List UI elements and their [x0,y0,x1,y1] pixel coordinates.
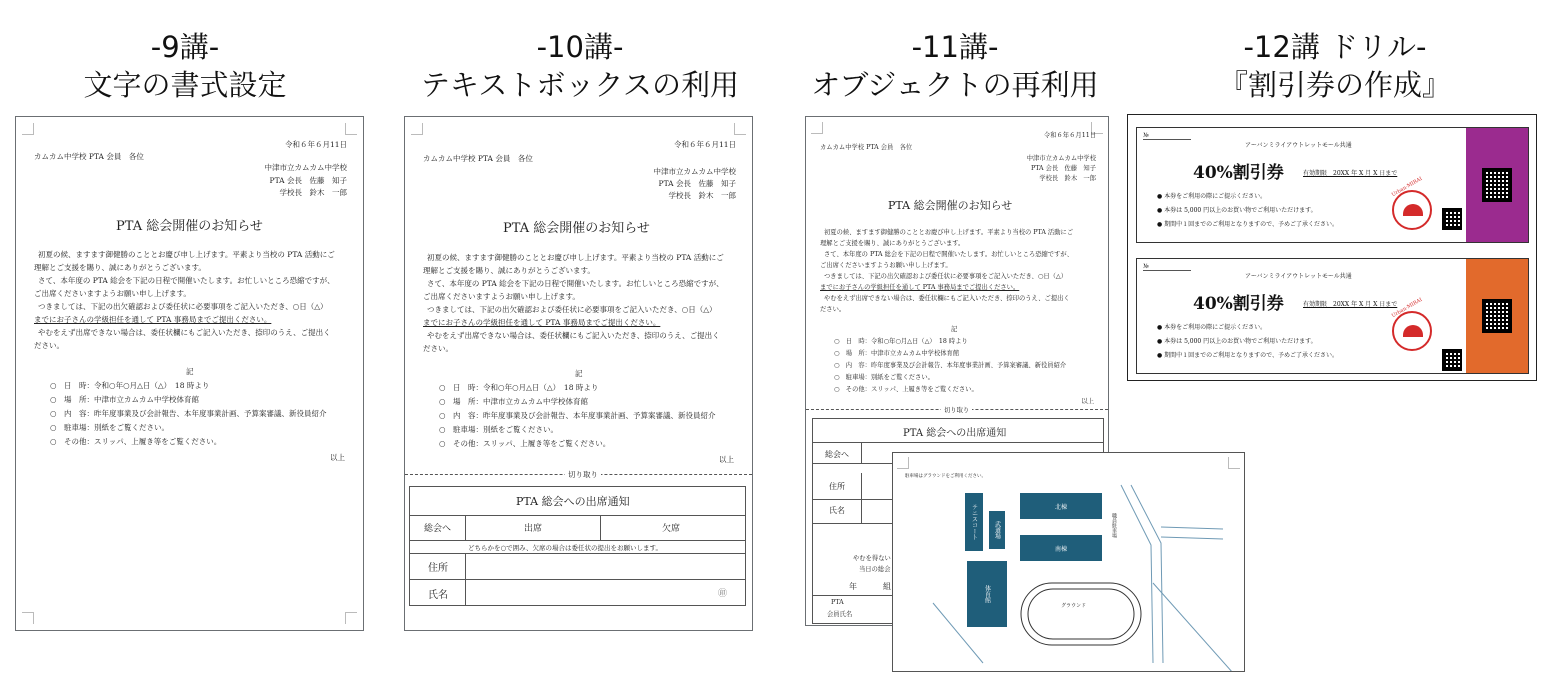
body-line: さて、本年度の PTA 総会を下記の日程で開催いたします。お忙しいところ恐縮ですが、 [824,251,1073,258]
road-lines [893,453,1245,672]
end-text: 以上 [1081,398,1094,405]
body-line: ご出席くださいますようお願い申し上げます。 [820,262,952,269]
list-item: ○ 場 所：中津市立カムカム中学校体育館 [50,395,200,404]
name-label: 氏名 [428,590,448,601]
body-line: ださい。 [34,341,64,350]
body-line: 理解とご支援を賜り、誠にありがとうございます。 [34,263,206,272]
coupon-bullet: ● 本券をご利用の際にご提示ください。 [1157,324,1267,331]
section-number: -10講- [536,30,624,64]
section-number: -11講- [911,30,999,64]
section-title-10 [400,28,760,104]
document-page-10 [404,116,753,631]
body-line: やむをえず出席できない場合は、委任状欄にもご記入いただき、捺印のうえ、ご提出く [824,295,1070,302]
end-text: 以上 [330,453,345,462]
body-line: 初夏の候、ますます御健勝のこととお慶び申し上げます。平素より当校の PTA 活動にご [427,253,724,262]
ki-label: 記 [186,367,194,376]
body-line: ご出席くださいますようお願い申し上げます。 [423,292,580,301]
stamp-logo [1390,175,1432,230]
coupon-bullet: ● 本券は 5,000 円以上のお買い物でご利用いただけます。 [1157,207,1317,214]
qr-code-small-icon [1442,208,1462,230]
list-item: ○ 日 時：令和○年○月△日（△） 18 時より [834,338,968,345]
year-label: 年 [849,582,857,591]
list-item: ○ その他：スリッパ、上履き等をご覧ください。 [50,437,222,446]
south-building [1020,535,1102,561]
attend-option: 出席 [524,524,543,534]
attendance-form [409,486,746,606]
form-title: PTA 総会への出席通知 [516,495,630,508]
tennis-court [965,493,983,551]
coupon-bullet-text: 本券は 5,000 円以上のお買い物でご利用いただけます。 [1164,338,1317,345]
name-label: 氏名 [829,506,845,515]
tennis-court-label: テニスコート [970,504,978,540]
gymnasium-label: 体育館 [983,585,991,603]
section-title-11 [795,28,1115,104]
section-heading: 文字の書式設定 [83,68,287,102]
coupon-headline: 40%割引券 [1193,163,1284,183]
sender-principal: 学校長 鈴木 一郎 [1039,175,1096,182]
body-line: までにお子さんの学級担任を通して PTA 事務局までご提出ください。 [820,284,1020,291]
list-item: ○ 日 時：令和○年○月△日（△） 18 時より [439,383,599,392]
coupon-headline: 40%割引券 [1193,294,1284,314]
pta-label: PTA [831,599,844,606]
qr-code-icon [1482,168,1512,202]
cut-label: 切り取り [941,405,972,414]
list-item: ○ 場 所：中津市立カムカム中学校体育館 [834,350,960,357]
list-item: ○ その他：スリッパ、上履き等をご覧ください。 [439,439,611,448]
document-page-9 [15,116,364,631]
coupon-bullet: ● 本券は 5,000 円以上のお買い物でご利用いただけます。 [1157,338,1317,345]
body-line: までにお子さんの学級担任を通して PTA 事務局までご提出ください。 [423,318,661,327]
coupon-number: № [1143,263,1191,271]
body-line: 初夏の候、ますます御健勝のこととお慶び申し上げます。平素より当校の PTA 活動にご [824,229,1074,236]
date-text: 令和６年６月11日 [284,140,347,149]
section-title-12 [1175,28,1495,104]
coupon-bullet-text: 本券をご利用の際にご提示ください。 [1164,324,1267,331]
list-item: ○ 内 容：昨年度事業及び会計報告、本年度事業計画、予算案審議、新役員紹介 [834,362,1067,369]
gymnasium [967,561,1007,627]
coupon-card [1136,258,1529,374]
coupon-bullet-text: 本券は 5,000 円以上のお買い物でご利用いただけます。 [1164,207,1317,214]
sender-pta: PTA 会長 佐藤 知子 [658,179,736,188]
coupon-bullet-text: 期間中１回までのご利用となりますので、予めご了承ください。 [1164,352,1339,359]
list-item: ○ 駐車場：別紙をご覧ください。 [50,423,170,432]
list-item: ○ 場 所：中津市立カムカム中学校体育館 [439,397,589,406]
recipient-text: カムカム中学校 PTA 会員 各位 [423,154,533,163]
end-text: 以上 [719,455,734,464]
north-building [1020,493,1102,519]
body-line: 理解とご支援を賜り、誠にありがとうございます。 [423,266,595,275]
section-number: -12講 ドリル- [1243,30,1427,64]
north-building-label: 北棟 [1054,503,1067,511]
address-label: 住所 [829,482,845,491]
sender-principal: 学校長 鈴木 一郎 [668,191,736,200]
sender-school: 中津市立カムカム中学校 [653,167,736,176]
stamp-text: Urban-MIRAI [1390,296,1424,320]
coupon-number: № [1143,132,1191,140]
section-heading: 『割引券の作成』 [1218,68,1451,102]
staff-parking-label: 職員駐車場 [1111,513,1117,538]
body-line: ださい。 [820,306,846,313]
body-line: 初夏の候、ますます御健勝のこととお慶び申し上げます。平素より当校の PTA 活動にご [38,250,335,259]
body-line: ご出席くださいますようお願い申し上げます。 [34,289,191,298]
list-item: ○ 内 容：昨年度事業及び会計報告、本年度事業計画、予算案審議、新役員紹介 [439,411,716,420]
absent-option: 欠席 [662,524,681,534]
section-heading: オブジェクトの再利用 [811,68,1099,102]
cut-label: 切り取り [565,469,601,480]
ki-label: 記 [951,326,958,333]
ground-label: グラウンド [1061,603,1087,609]
list-item: ○ 内 容：昨年度事業及び会計報告、本年度事業計画、予算案審議、新役員紹介 [50,409,327,418]
section-title-9 [60,28,310,104]
form-note: どちらかを○で囲み、欠席の場合は委任状の提出をお願いします。 [468,544,663,552]
coupon-store: アーバンミライアウトレットモール共通 [1245,142,1352,149]
coupon-expiry: 有効期限 20XX 年 X 月 X 日まで [1303,301,1398,308]
section-number: -9講- [150,30,220,64]
body-line: つきましては、下記の出欠確認および委任状に必要事項をご記入いただき、○日（△） [38,302,328,311]
body-line: 理解とご支援を賜り、誠にありがとうございます。 [820,240,965,247]
doc-title: PTA 総会開催のお知らせ [116,219,263,234]
body-line: さて、本年度の PTA 総会を下記の日程で開催いたします。お忙しいところ恐縮ですが、 [427,279,724,288]
list-item: ○ 駐車場：別紙をご覧ください。 [834,374,934,381]
body-line: さて、本年度の PTA 総会を下記の日程で開催いたします。お忙しいところ恐縮ですが、 [38,276,335,285]
stamp-logo [1390,296,1432,351]
coupon-expiry: 有効期限 20XX 年 X 月 X 日まで [1303,170,1398,177]
proxy-note: 当日の総会 [859,566,891,573]
section-heading: テキストボックスの利用 [420,68,740,102]
body-line: までにお子さんの学級担任を通して PTA 事務局までご提出ください。 [34,315,272,324]
coupon-bullet-text: 期間中１回までのご利用となりますので、予めご了承ください。 [1164,221,1339,228]
coupon-bullet: ● 期間中１回までのご利用となりますので、予めご了承ください。 [1157,221,1339,228]
coupon-bullet: ● 本券をご利用の際にご提示ください。 [1157,193,1267,200]
recipient-text: カムカム中学校 PTA 会員 各位 [34,152,144,161]
class-label: 組 [883,582,891,591]
body-line: つきましては、下記の出欠確認および委任状に必要事項をご記入いただき、○日（△） [427,305,717,314]
proxy-note: やむを得ない [853,555,891,562]
sender-school: 中津市立カムカム中学校 [264,163,347,172]
list-item: ○ その他：スリッパ、上履き等をご覧ください。 [834,386,978,393]
budo-hall [989,511,1005,549]
seal-mark: ㊞ [717,589,727,599]
coupon-store: アーバンミライアウトレットモール共通 [1245,273,1352,280]
form-col-label: 総会へ [825,450,849,459]
coupon-bullet: ● 期間中１回までのご利用となりますので、予めご了承ください。 [1157,352,1339,359]
form-title: PTA 総会への出席通知 [903,428,1007,439]
south-building-label: 南棟 [1054,545,1067,553]
body-line: つきましては、下記の出欠確認および委任状に必要事項をご記入いただき、○日（△） [824,273,1068,280]
coupon-card [1136,127,1529,243]
coupon-sheet [1127,114,1537,381]
date-text: 令和６年６月11日 [1043,132,1096,139]
body-line: やむをえず出席できない場合は、委任状欄にもご記入いただき、捺印のうえ、ご提出く [427,331,720,340]
coupon-bullet-text: 本券をご利用の際にご提示ください。 [1164,193,1267,200]
sender-principal: 学校長 鈴木 一郎 [279,188,347,197]
qr-code-icon [1482,299,1512,333]
body-line: ださい。 [423,344,453,353]
map-header: 駐車場はグラウンドをご利用ください。 [905,474,986,479]
address-label: 住所 [428,563,448,574]
form-col-label: 総会へ [424,524,452,534]
parking-map-page [892,452,1245,672]
list-item: ○ 駐車場：別紙をご覧ください。 [439,425,559,434]
recipient-text: カムカム中学校 PTA 会員 各位 [820,144,913,151]
date-text: 令和６年６月11日 [673,140,736,149]
doc-title: PTA 総会開催のお知らせ [888,199,1013,212]
sender-school: 中津市立カムカム中学校 [1026,155,1096,162]
sender-pta: PTA 会長 佐藤 知子 [1030,165,1096,172]
budo-hall-label: 武道場 [993,521,1001,539]
stamp-text: Urban-MIRAI [1390,175,1424,199]
body-line: やむをえず出席できない場合は、委任状欄にもご記入いただき、捺印のうえ、ご提出く [38,328,331,337]
sender-pta: PTA 会長 佐藤 知子 [269,176,347,185]
list-item: ○ 日 時：令和○年○月△日（△） 18 時より [50,381,210,390]
member-name-label: 会員氏名 [827,611,853,618]
qr-code-small-icon [1442,349,1462,371]
doc-title: PTA 総会開催のお知らせ [503,221,650,236]
ki-label: 記 [575,369,583,378]
